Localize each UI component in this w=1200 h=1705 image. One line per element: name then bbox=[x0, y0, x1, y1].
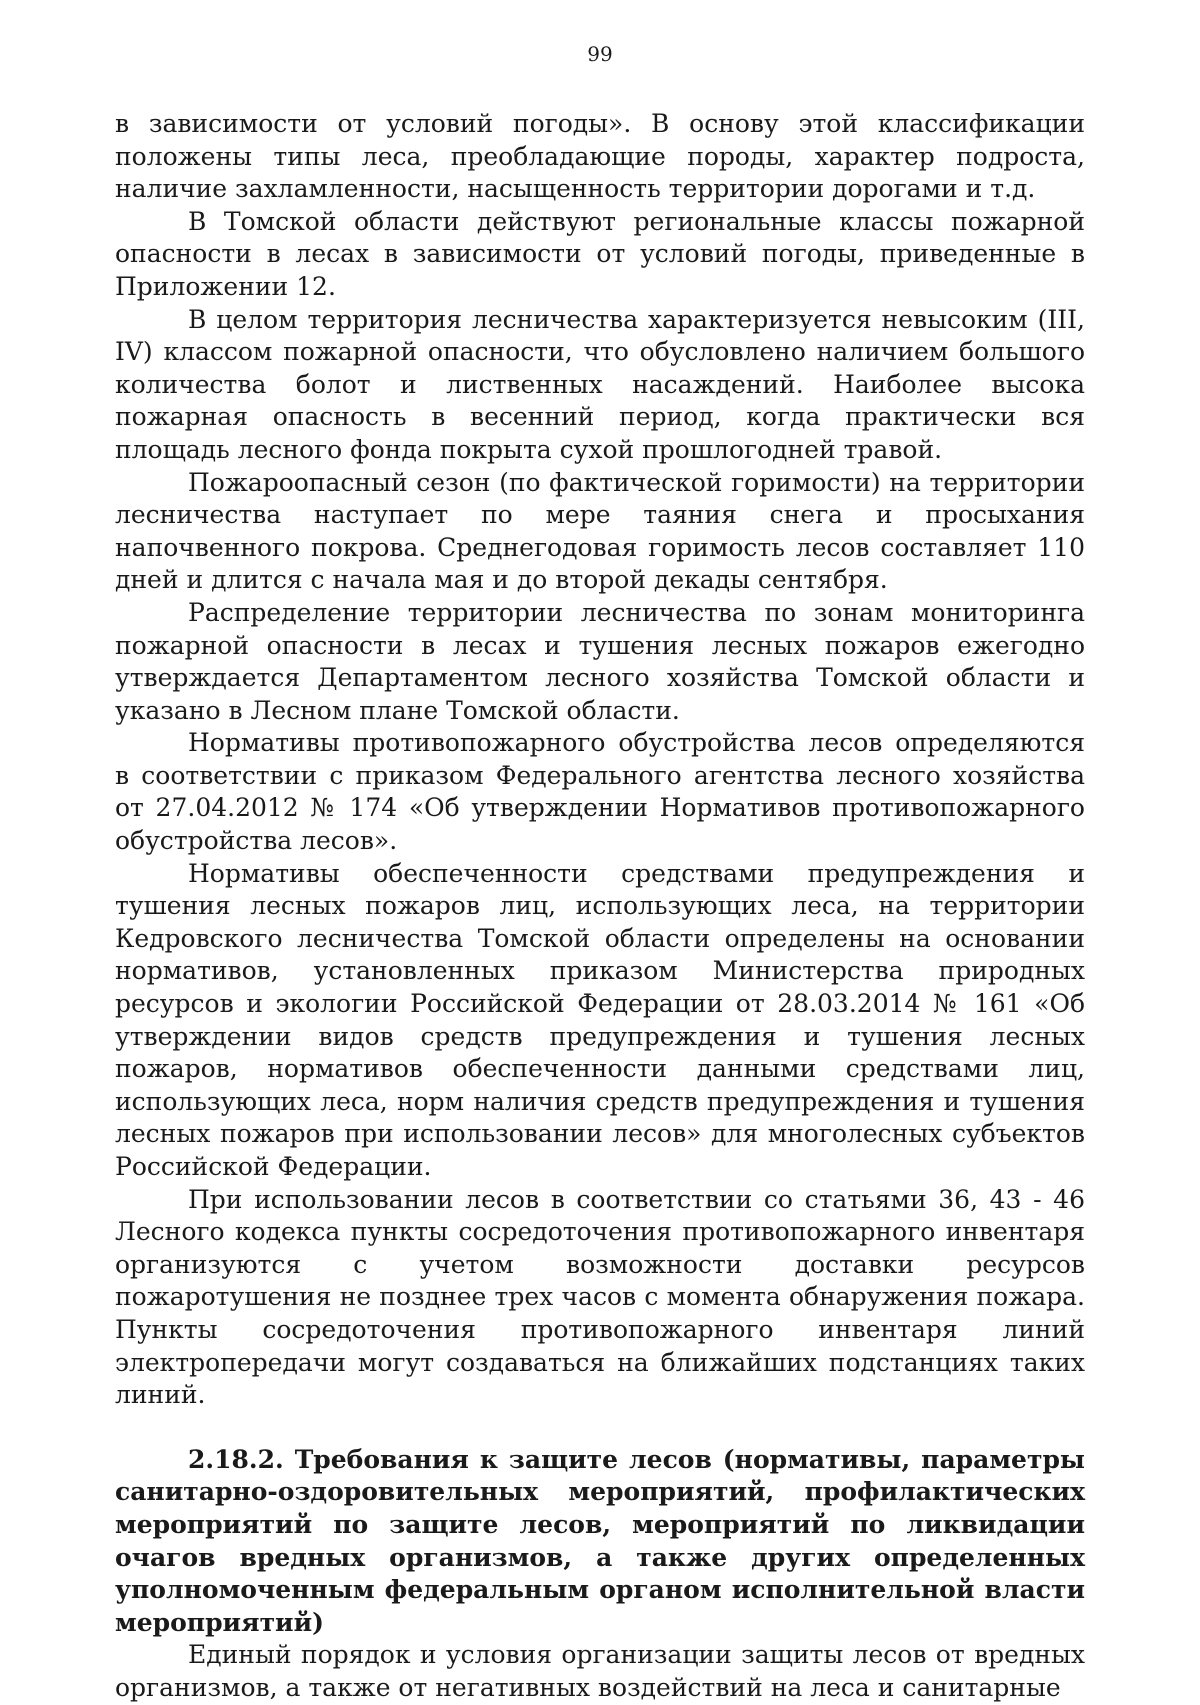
paragraph-fire-season: Пожароопасный сезон (по фактической горимости) на территории лесничества наступает по мере таяния снега и просыхания напочвенного покрова. Среднегодовая горимость лесов составляет 110 дней и длится с начала мая и до второй декады сентября. bbox=[115, 467, 1085, 595]
paragraph-fire-danger-class: В целом территория лесничества характеризуется невысоким (III, IV) классом пожарной опасности, что обусловлено наличием большого количества болот и лиственных насаждений. Наиболее высока пожарная опасность в весенний период, когда практически вся площадь лесного фонда покрыта сухой прошлогодней травой. bbox=[115, 304, 1085, 464]
paragraph-equipment-standards: Нормативы обеспеченности средствами предупреждения и тушения лесных пожаров лиц, использующих леса, на территории Кедровского лесничества Томской области определены на основании нормативов, установленных приказом Министерства природных ресурсов и экологии Российской Федерации от 28.03.2014 № 161 «Об утверждении видов средств предупреждения и тушения лесных пожаров, нормативов обеспеченности данными средствами лиц, использующих леса, норм наличия средств предупреждения и тушения лесных пожаров при использовании лесов» для многолесных субъектов Российской Федерации. bbox=[115, 858, 1085, 1181]
paragraph-continuation: в зависимости от условий погоды». В основу этой классификации положены типы леса, преобладающие породы, характер подроста, наличие захламленности, насыщенность территории дорогами и т.д. bbox=[115, 109, 1085, 204]
paragraph-regional-classes: В Томской области действуют региональные классы пожарной опасности в лесах в зависимости от условий погоды, приведенные в Приложении 12. bbox=[115, 206, 1085, 301]
page-number: 99 bbox=[587, 42, 613, 66]
paragraph-equipment-points: При использовании лесов в соответствии со статьями 36, 43 - 46 Лесного кодекса пункты сосредоточения противопожарного инвентаря организуются с учетом возможности доставки ресурсов пожаротушения не позднее трех часов с момента обнаружения пожара. Пункты сосредоточения противопожарного инвентаря линий электропередачи могут создаваться на ближайших подстанциях таких линий. bbox=[115, 1184, 1085, 1410]
section-title: Требования к защите лесов (нормативы, параметры санитарно-оздоровительных мероприятий, профилактических мероприятий по защите лесов, мероприятий по ликвидации очагов вредных организмов, а также других определенных уполномоченным федеральным органом исполнительной власти мероприятий) bbox=[115, 1444, 1085, 1637]
section-number: 2.18.2. bbox=[188, 1444, 284, 1474]
paragraph-monitoring-zones: Распределение территории лесничества по зонам мониторинга пожарной опасности в лесах и тушения лесных пожаров ежегодно утверждается Департаментом лесного хозяйства Томской области и указано в Лесном плане Томской области. bbox=[115, 597, 1085, 725]
section-heading bbox=[115, 1444, 1085, 1640]
paragraph-forest-protection: Единый порядок и условия организации защиты лесов от вредных организмов, а также от негативных воздействий на леса и санитарные bbox=[115, 1640, 1085, 1702]
paragraph-fire-standards: Нормативы противопожарного обустройства лесов определяются в соответствии с приказом Федерального агентства лесного хозяйства от 27.04.2012 № 174 «Об утверждении Нормативов противопожарного обустройства лесов». bbox=[115, 728, 1085, 856]
page-body bbox=[115, 108, 1085, 1705]
